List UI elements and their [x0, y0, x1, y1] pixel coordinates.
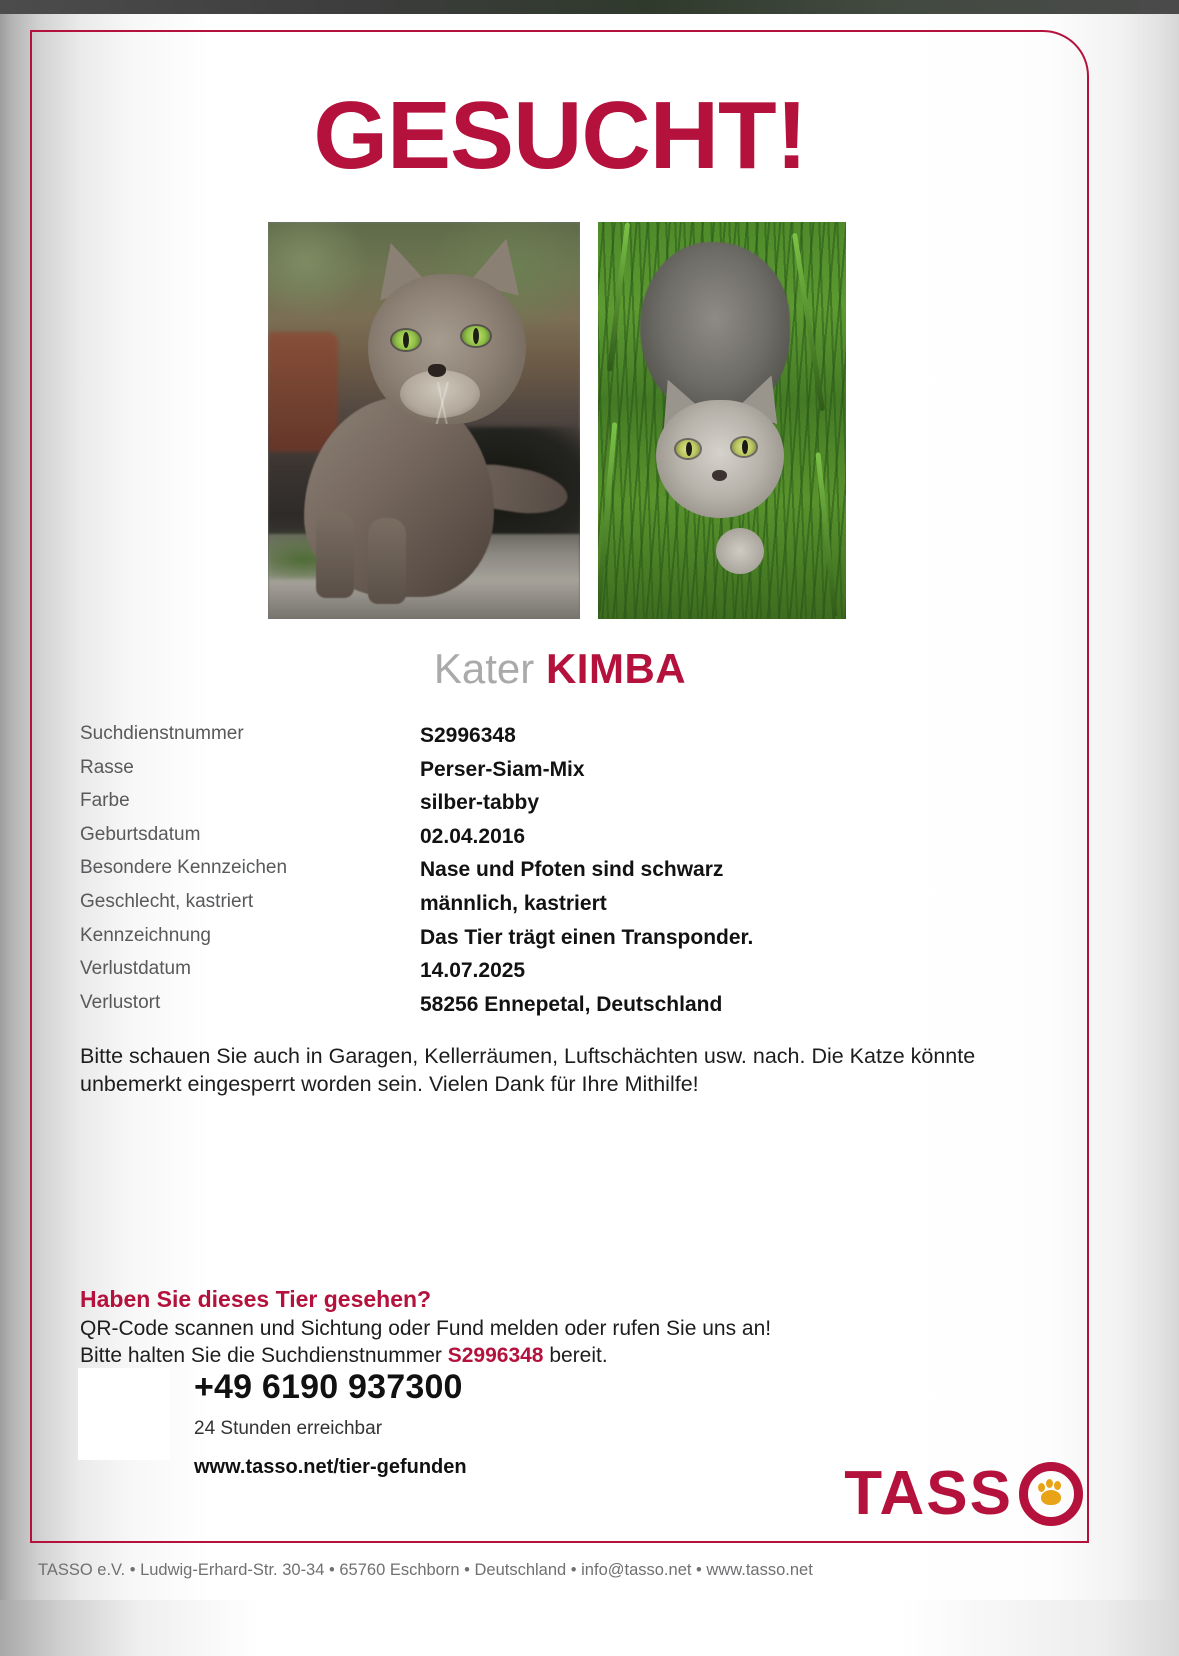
pet-details-table	[80, 723, 1040, 1025]
paw-shape	[1036, 1479, 1066, 1509]
pet-name-heading	[0, 645, 1120, 692]
detail-label: Kennzeichnung	[80, 924, 211, 946]
cat-photo-standing	[268, 222, 580, 619]
detail-row	[80, 723, 1040, 757]
cat-nose	[712, 470, 727, 481]
cat-photo-grass	[598, 222, 846, 619]
detail-value: S2996348	[420, 724, 516, 747]
paw-print-icon	[1019, 1462, 1083, 1526]
contact-details	[194, 1368, 467, 1479]
pet-kind-label: Kater	[433, 645, 535, 692]
qr-code-icon[interactable]	[78, 1368, 170, 1460]
detail-row	[80, 992, 1040, 1026]
logo-wordmark: TASS	[844, 1459, 1013, 1528]
cat-nose	[428, 364, 446, 377]
detail-value: silber-tabby	[420, 791, 540, 815]
detail-value: 02.04.2016	[420, 824, 526, 848]
qr-code-modules	[78, 1368, 170, 1460]
cta-heading: Haben Sie dieses Tier gesehen?	[80, 1286, 432, 1312]
cta-reference-number: S2996348	[447, 1344, 544, 1368]
detail-label: Rasse	[80, 756, 134, 778]
detail-row	[80, 891, 1040, 925]
detail-label: Suchdienstnummer	[80, 723, 244, 744]
cat-paw	[716, 528, 764, 574]
detail-value: Nase und Pfoten sind schwarz	[420, 858, 724, 882]
cat-pupil-right	[473, 328, 479, 344]
availability-hours: 24 Stunden erreichbar	[194, 1417, 383, 1439]
detail-value: 58256 Ennepetal, Deutschland	[420, 992, 723, 1016]
phone-number[interactable]: +49 6190 937300	[194, 1368, 463, 1406]
detail-label: Besondere Kennzeichen	[80, 857, 288, 879]
sighting-call-to-action	[80, 1285, 980, 1369]
detail-row	[80, 925, 1040, 959]
detail-label: Farbe	[80, 790, 130, 812]
detail-row	[80, 757, 1040, 791]
cat-pupil-left	[403, 332, 409, 348]
detail-row	[80, 857, 1040, 891]
detail-value: männlich, kastriert	[420, 891, 607, 915]
contact-block	[78, 1368, 467, 1479]
detail-value: Das Tier trägt einen Transponder.	[420, 925, 754, 949]
detail-label: Verlustort	[80, 991, 161, 1013]
cat-pupil-right	[742, 440, 748, 454]
tasso-logo	[844, 1459, 1083, 1528]
website-link[interactable]: www.tasso.net/tier-gefunden	[194, 1455, 467, 1478]
cat-pupil-left	[686, 442, 692, 456]
photo-gallery	[268, 222, 846, 619]
cta-reference-prefix: Bitte halten Sie die Suchdienstnummer	[80, 1344, 448, 1368]
detail-row	[80, 958, 1040, 992]
cta-reference-suffix: bereit.	[543, 1344, 608, 1368]
paw-toe	[1046, 1479, 1053, 1488]
pet-name-label: KIMBA	[545, 645, 687, 692]
cat-front-leg-right	[368, 518, 406, 604]
detail-row	[80, 824, 1040, 858]
search-advice-text: Bitte schauen Sie auch in Garagen, Kellerräumen, Luftschächten usw. nach. Die Katze könnte unbemerkt eingesperrt worden sein. Vielen Dank für Ihre Mithilfe!	[80, 1044, 976, 1097]
cat-head	[656, 400, 784, 518]
paw-pad	[1041, 1490, 1061, 1505]
paw-toe	[1054, 1481, 1061, 1490]
detail-value: 14.07.2025	[420, 959, 526, 983]
flower-pot	[268, 332, 338, 452]
footer-imprint: TASSO e.V. • Ludwig-Erhard-Str. 30-34 • 65760 Eschborn • Deutschland • info@tasso.net • www.tasso.net	[38, 1561, 813, 1579]
cta-reference-line	[80, 1342, 980, 1369]
cat-whiskers	[364, 382, 524, 424]
detail-value: Perser-Siam-Mix	[420, 757, 585, 781]
cta-instruction-line: QR-Code scannen und Sichtung oder Fund melden oder rufen Sie uns an!	[80, 1316, 772, 1340]
page-title: GESUCHT!	[313, 82, 807, 189]
detail-label: Geburtsdatum	[80, 823, 201, 845]
bottom-edge-fade	[0, 1600, 1179, 1656]
detail-label: Verlustdatum	[80, 958, 191, 980]
cat-front-leg-left	[316, 512, 354, 598]
detail-label: Geschlecht, kastriert	[80, 890, 254, 912]
detail-row	[80, 790, 1040, 824]
